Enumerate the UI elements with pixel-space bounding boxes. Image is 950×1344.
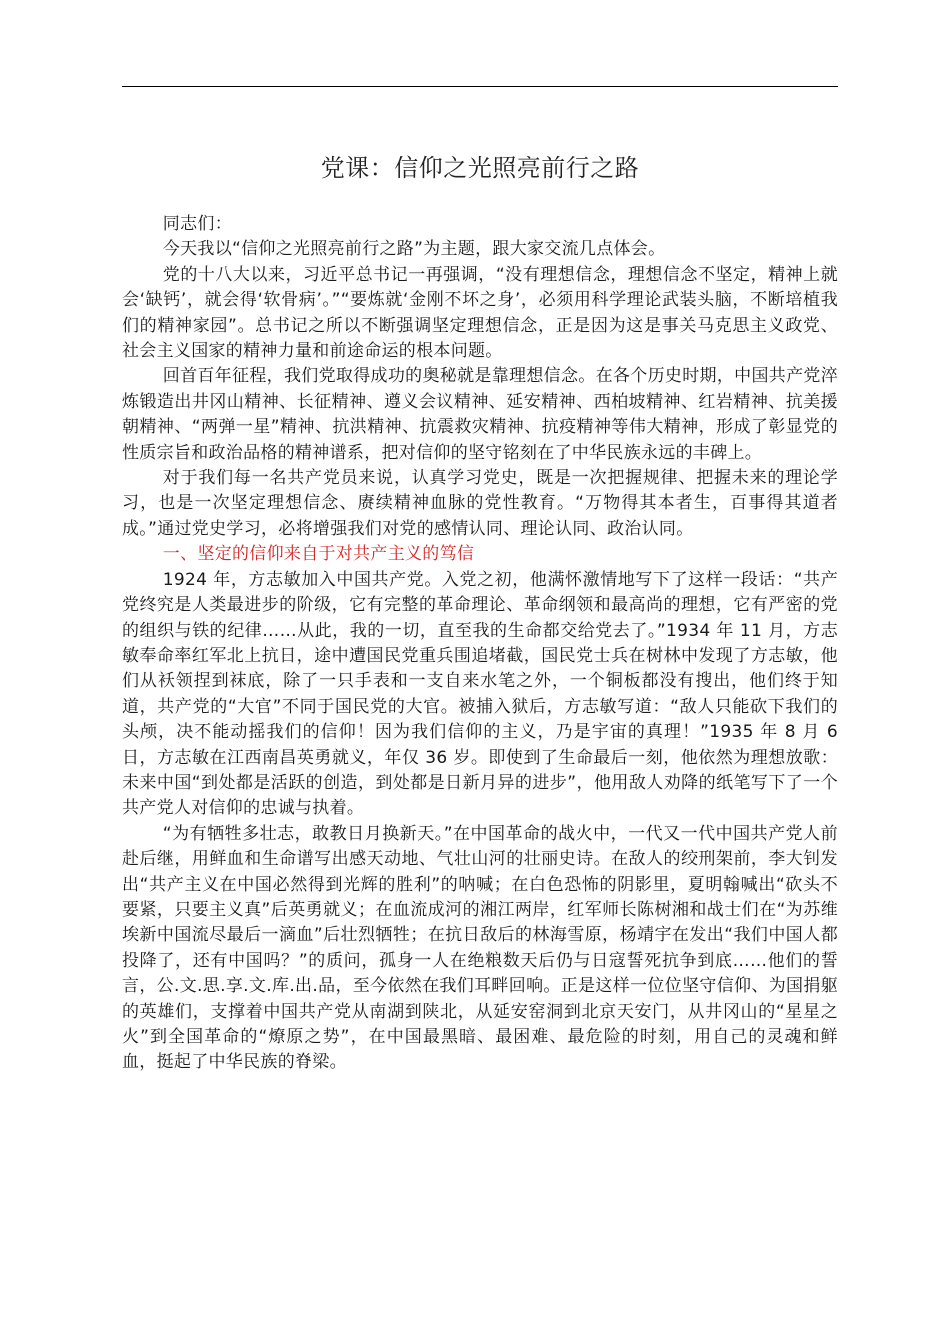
- section-heading: 一、坚定的信仰来自于对共产主义的笃信: [162, 544, 475, 565]
- header-rule: [122, 86, 838, 87]
- salutation-paragraph: 同志们：: [162, 214, 232, 234]
- body-paragraph: “为有牺牲多壮志，敢教日月换新天。”在中国革命的战火中，一代又一代中国共产党人前赴后继，用鲜血和生命谱写出感天动地、气壮山河的壮丽史诗。在敌人的绞刑架前，李大钊发出“共产主义在中国必然得到光辉的胜利”的呐喊；在白色恐怖的阴影里，夏明翰喊出“砍头不要紧，只要主义真”后英勇就义；在血流成河的湘江两岸，红军师长陈树湘和战士们在“为苏维埃新中国流尽最后一滴血”后壮烈牺牲；在抗日敌后的林海雪原，杨靖宇在发出“我们中国人都投降了，还有中国吗？”的质问，孤身一人在绝粮数天后仍与日寇誓死抗争到底……他们的誓言，公.文.思.享.文.库.出.品，至今依然在我们耳畔回响。正是这样一位位坚守信仰、为国捐躯的英雄们，支撑着中国共产党从南湖到陕北，从延安窑洞到北京天安门，从井冈山的“星星之火”到全国革命的“燎原之势”，在中国最黑暗、最困难、最危险的时刻，用自己的灵魂和鲜血，挺起了中华民族的脊梁。: [122, 823, 838, 1073]
- document-body: [122, 212, 838, 1076]
- body-paragraph: 1924 年，方志敏加入中国共产党。入党之初，他满怀激情地写下了这样一段话：“共产党终究是人类最进步的阶级，它有完整的革命理论、革命纲领和最高尚的理想，它有严密的党的组织与铁的纪律……从此，我的一切，直至我的生命都交给党去了。”1934 年 11 月，方志敏奉命率红军北上抗日，途中遭国民党重兵围追堵截，国民党士兵在树林中发现了方志敏，他们从袄领捏到袜底，除了一只手表和一支自来水笔之外，一个铜板都没有搜出，他们终于知道，共产党的“大官”不同于国民党的大官。被捕入狱后，方志敏写道：“敌人只能砍下我们的头颅，决不能动摇我们的信仰！因为我们信仰的主义，乃是宇宙的真理！”1935 年 8 月 6 日，方志敏在江西南昌英勇就义，年仅 36 岁。即使到了生命最后一刻，他依然为理想放歌：未来中国“到处都是活跃的创造，到处都是日新月异的进步”，他用敌人劝降的纸笔写下了一个共产党人对信仰的忠诚与执着。: [122, 569, 838, 819]
- body-paragraph: 对于我们每一名共产党员来说，认真学习党史，既是一次把握规律、把握未来的理论学习，也是一次坚定理想信念、赓续精神血脉的党性教育。“万物得其本者生，百事得其道者成。”通过党史学习，必将增强我们对党的感情认同、理论认同、政治认同。: [122, 468, 838, 539]
- body-paragraph: 党的十八大以来，习近平总书记一再强调，“没有理想信念，理想信念不坚定，精神上就会‘缺钙’，就会得‘软骨病’。”“要炼就‘金刚不坏之身’，必须用科学理论武装头脑，不断培植我们的精神家园”。总书记之所以不断强调坚定理想信念，正是因为这是事关马克思主义政党、社会主义国家的精神力量和前途命运的根本问题。: [122, 264, 838, 362]
- body-paragraph: 回首百年征程，我们党取得成功的奥秘就是靠理想信念。在各个历史时期，中国共产党淬炼锻造出井冈山精神、长征精神、遵义会议精神、延安精神、西柏坡精神、红岩精神、抗美援朝精神、“两弹一星”精神、抗洪精神、抗震救灾精神、抗疫精神等伟大精神，形成了彰显党的性质宗旨和政治品格的精神谱系，把对信仰的坚守铭刻在了中华民族永远的丰碑上。: [122, 366, 838, 463]
- intro-paragraph: 今天我以“信仰之光照亮前行之路”为主题，跟大家交流几点体会。: [162, 239, 666, 260]
- document-title: 党课：信仰之光照亮前行之路: [320, 154, 640, 182]
